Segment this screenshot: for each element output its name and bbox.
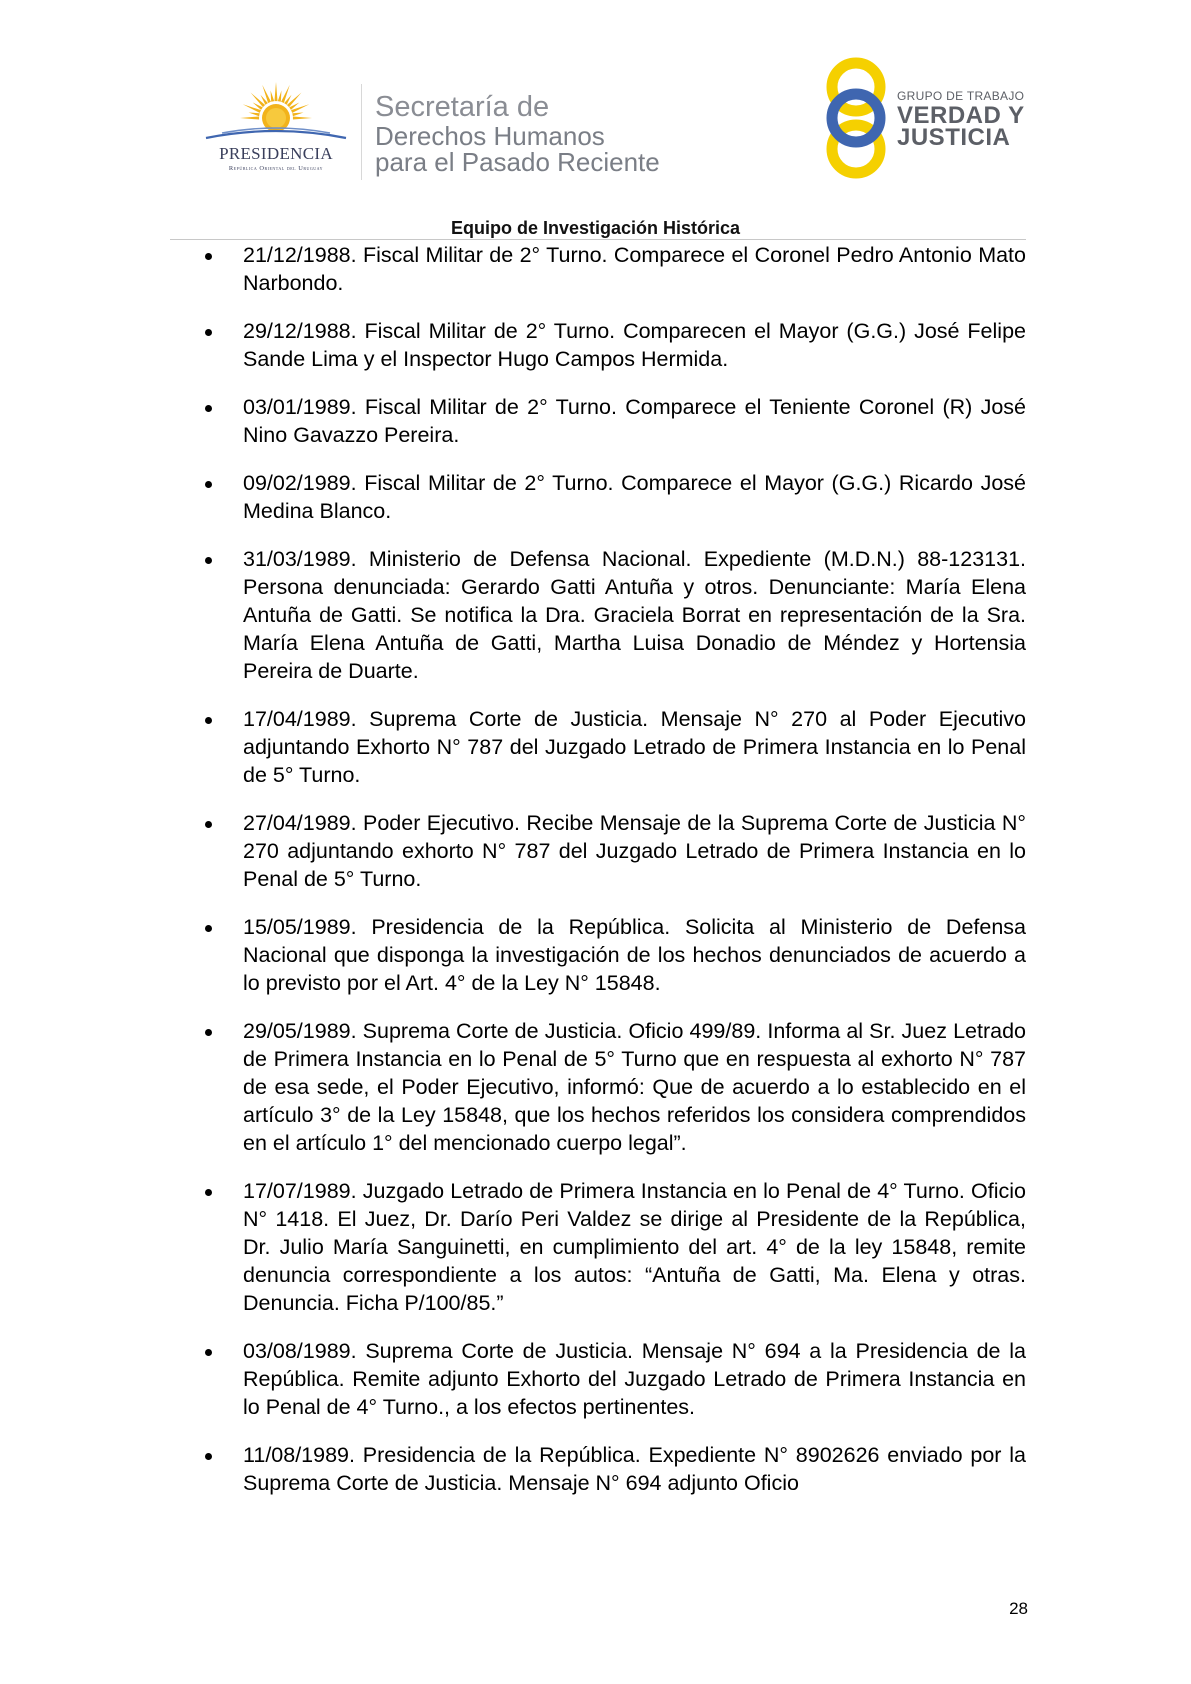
gvj-line3: JUSTICIA — [897, 124, 1011, 151]
sun-emblem-icon — [196, 78, 356, 144]
secretaria-title-line3: para el Pasado Reciente — [375, 147, 660, 177]
sun-ray — [249, 113, 260, 117]
presidencia-subtitle: República Oriental del Uruguay — [228, 165, 324, 172]
list-item — [0, 1017, 1191, 1157]
list-item — [0, 1337, 1191, 1421]
list-item — [0, 469, 1191, 525]
presidencia-logo — [196, 78, 356, 182]
sun-ray — [240, 116, 259, 119]
sun-ray — [278, 91, 282, 102]
sun-ray — [292, 113, 303, 117]
list-item — [0, 241, 1191, 297]
bullet-icon — [205, 1349, 212, 1356]
entry-text: 29/12/1988. Fiscal Militar de 2° Turno. Comparecen el Mayor (G.G.) José Felipe Sande Lima y el Inspector Hugo Campos Hermida. — [243, 319, 1026, 371]
bullet-icon — [205, 821, 212, 828]
bullet-icon — [205, 405, 212, 412]
list-item — [0, 1177, 1191, 1317]
list-item — [0, 317, 1191, 373]
bullet-icon — [205, 717, 212, 724]
entry-text: 27/04/1989. Poder Ejecutivo. Recibe Mensaje de la Suprema Corte de Justicia N° 270 adjuntando exhorto N° 787 del Juzgado Letrado de Primera Instancia en lo Penal de 5° Turno. — [243, 811, 1026, 891]
gvj-line1: GRUPO DE TRABAJO — [897, 89, 1025, 103]
bullet-icon — [205, 1189, 212, 1196]
chronology-list — [0, 241, 1191, 1517]
header-divider — [361, 84, 362, 180]
entry-text: 29/05/1989. Suprema Corte de Justicia. Oficio 499/89. Informa al Sr. Juez Letrado de Primera Instancia en lo Penal de 5° Turno que en respuesta al exhorto N° 787 de esa sede, el Poder Ejecutivo, informó: Que de acuerdo a lo establecido en el artículo 3° de la Ley 15848, que los hechos referidos los considera comprendidos en el artículo 1° del mencionado cuerpo legal”. — [243, 1019, 1026, 1155]
entry-text: 09/02/1989. Fiscal Militar de 2° Turno. Comparece el Mayor (G.G.) Ricardo José Medina Blanco. — [243, 471, 1026, 523]
gvj-line2: VERDAD Y — [897, 102, 1025, 129]
header-rule — [170, 239, 1026, 240]
list-item — [0, 1441, 1191, 1497]
sun-ray — [274, 82, 277, 101]
secretaria-title-line1: Secretaría de — [375, 91, 550, 123]
bullet-icon — [205, 481, 212, 488]
list-item — [0, 393, 1191, 449]
bullet-icon — [205, 925, 212, 932]
list-item — [0, 809, 1191, 893]
bullet-icon — [205, 1453, 212, 1460]
presidencia-name: PRESIDENCIA — [219, 144, 333, 163]
bullet-icon — [205, 557, 212, 564]
entry-text: 17/04/1989. Suprema Corte de Justicia. Mensaje N° 270 al Poder Ejecutivo adjuntando Exhorto N° 787 del Juzgado Letrado de Primera Instancia en lo Penal de 5° Turno. — [243, 707, 1026, 787]
entry-text: 21/12/1988. Fiscal Militar de 2° Turno. Comparece el Coronel Pedro Antonio Mato Narbondo. — [243, 243, 1026, 295]
entry-text: 11/08/1989. Presidencia de la República. Expediente N° 8902626 enviado por la Suprema Corte de Justicia. Mensaje N° 694 adjunto Oficio — [243, 1443, 1026, 1495]
bullet-icon — [205, 1029, 212, 1036]
sun-ray — [271, 91, 275, 102]
entry-text: 03/08/1989. Suprema Corte de Justicia. Mensaje N° 694 a la Presidencia de la República. Remite adjunto Exhorto del Juzgado Letrado de Primera Instancia en lo Penal de 4° Turno., a los efectos pertinentes. — [243, 1339, 1026, 1419]
entry-text: 31/03/1989. Ministerio de Defensa Nacional. Expediente (M.D.N.) 88-123131. Persona denunciada: Gerardo Gatti Antuña y otros. Denunciante: María Elena Antuña de Gatti. Se notifica la Dra. Graciela Borrat en representación de la Sra. María Elena Antuña de Gatti, Martha Luisa Donadio de Méndez y Hortensia Pereira de Duarte. — [243, 547, 1026, 683]
list-item — [0, 705, 1191, 789]
sun-ray — [293, 116, 312, 119]
entry-text: 17/07/1989. Juzgado Letrado de Primera Instancia en lo Penal de 4° Turno. Oficio N° 1418. El Juez, Dr. Darío Peri Valdez se dirige al Presidente de la República, Dr. Julio María Sanguinetti, en cumplimiento del art. 4° de la ley 15848, remite denuncia correspondiente a los autos: “Antuña de Gatti, Ma. Elena y otras. Denuncia. Ficha P/100/85.” — [243, 1179, 1026, 1315]
list-item — [0, 545, 1191, 685]
entry-text: 15/05/1989. Presidencia de la República. Solicita al Ministerio de Defensa Nacional que disponga la investigación de los hechos denunciados de acuerdo a lo previsto por el Art. 4° de la Ley N° 15848. — [243, 915, 1026, 995]
entry-text: 03/01/1989. Fiscal Militar de 2° Turno. Comparece el Teniente Coronel (R) José Nino Gavazzo Pereira. — [243, 395, 1026, 447]
list-item — [0, 913, 1191, 997]
bullet-icon — [205, 329, 212, 336]
bullet-icon — [205, 253, 212, 260]
secretaria-title-line2: Derechos Humanos — [375, 121, 605, 151]
page-number: 28 — [1009, 1599, 1028, 1618]
team-heading: Equipo de Investigación Histórica — [450, 218, 741, 238]
